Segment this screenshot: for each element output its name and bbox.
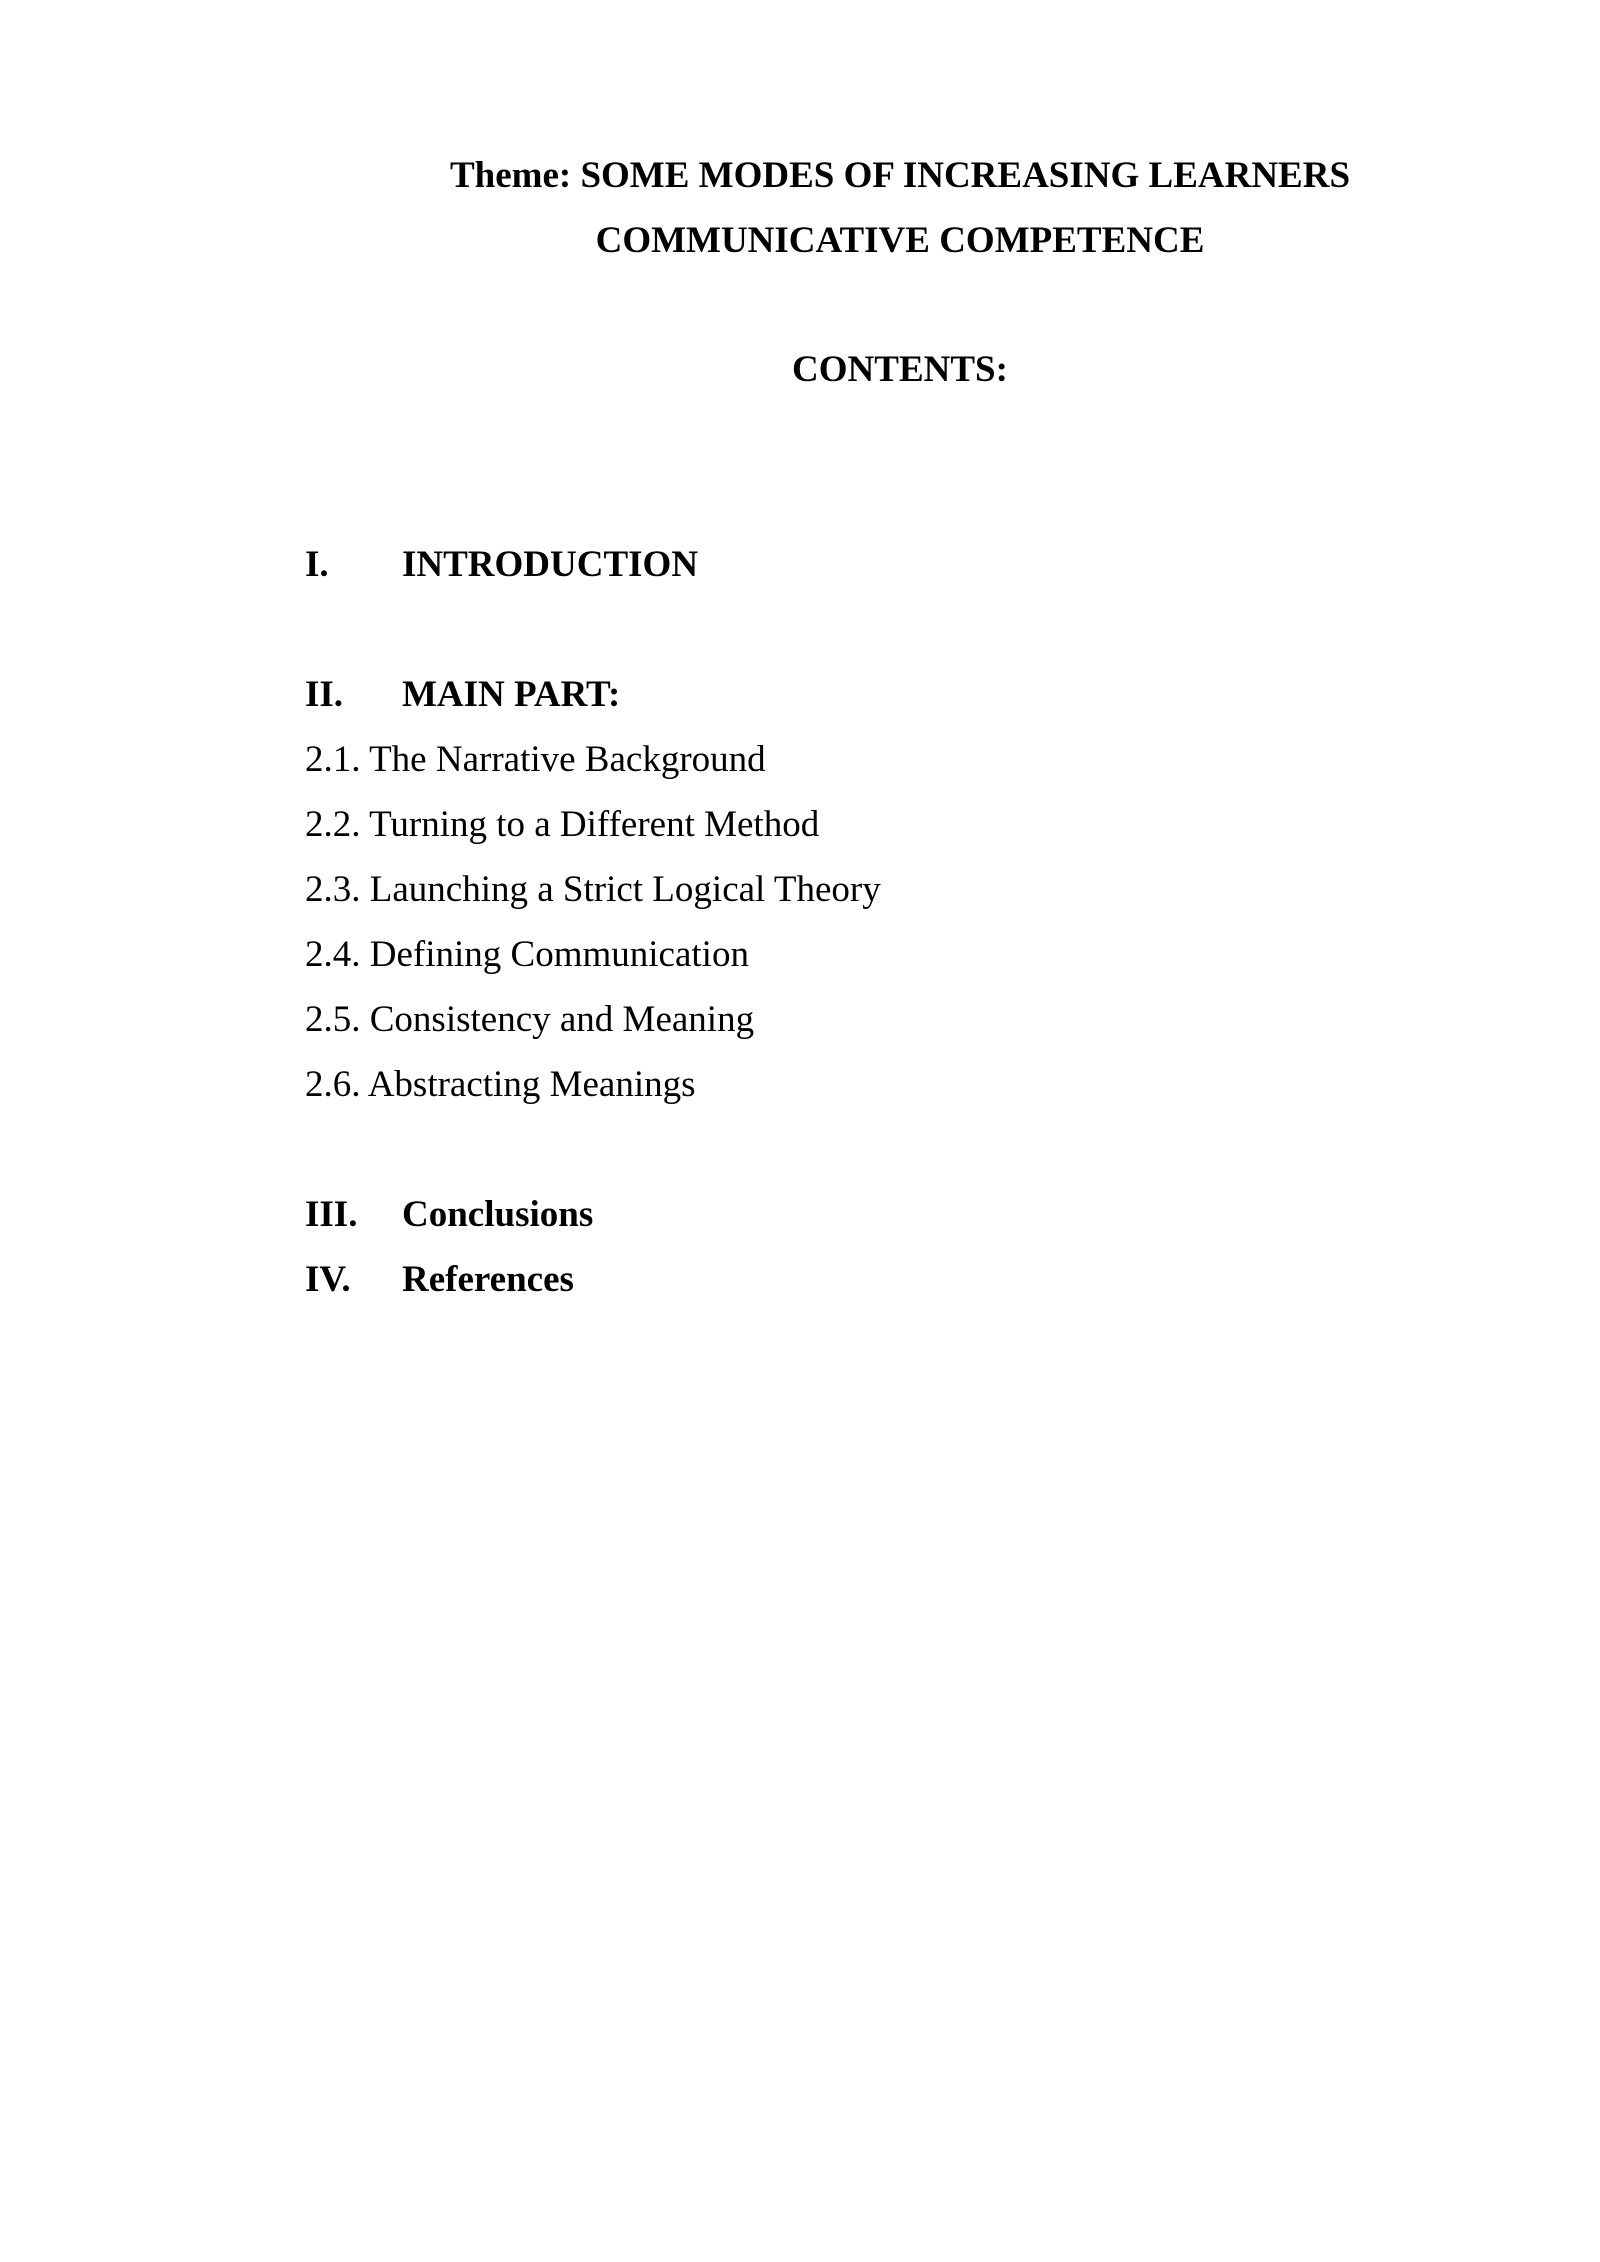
theme-title-line-1: Theme: SOME MODES OF INCREASING LEARNERS <box>449 155 1351 196</box>
section-label: Conclusions <box>402 1194 594 1235</box>
section-main-part <box>305 673 620 717</box>
section-numeral: II. <box>305 674 344 715</box>
toc-item-2-4: 2.4. Defining Communication <box>305 934 749 975</box>
toc-item-2-6: 2.6. Abstracting Meanings <box>305 1064 696 1105</box>
section-label: INTRODUCTION <box>402 544 699 585</box>
theme-title-line-2: COMMUNICATIVE COMPETENCE <box>595 220 1205 261</box>
toc-item-2-2: 2.2. Turning to a Different Method <box>305 804 820 845</box>
section-numeral: I. <box>305 544 329 585</box>
section-numeral: IV. <box>305 1259 351 1300</box>
toc-item-2-3: 2.3. Launching a Strict Logical Theory <box>305 869 881 910</box>
section-label: References <box>402 1259 574 1300</box>
toc-item-2-5: 2.5. Consistency and Meaning <box>305 999 755 1040</box>
toc-item-2-1: 2.1. The Narrative Background <box>305 739 766 780</box>
section-numeral: III. <box>305 1194 358 1235</box>
section-introduction <box>305 543 698 587</box>
section-references <box>305 1258 574 1302</box>
section-conclusions <box>305 1193 593 1237</box>
section-label: MAIN PART: <box>402 674 621 715</box>
contents-heading: CONTENTS: <box>792 349 1008 390</box>
